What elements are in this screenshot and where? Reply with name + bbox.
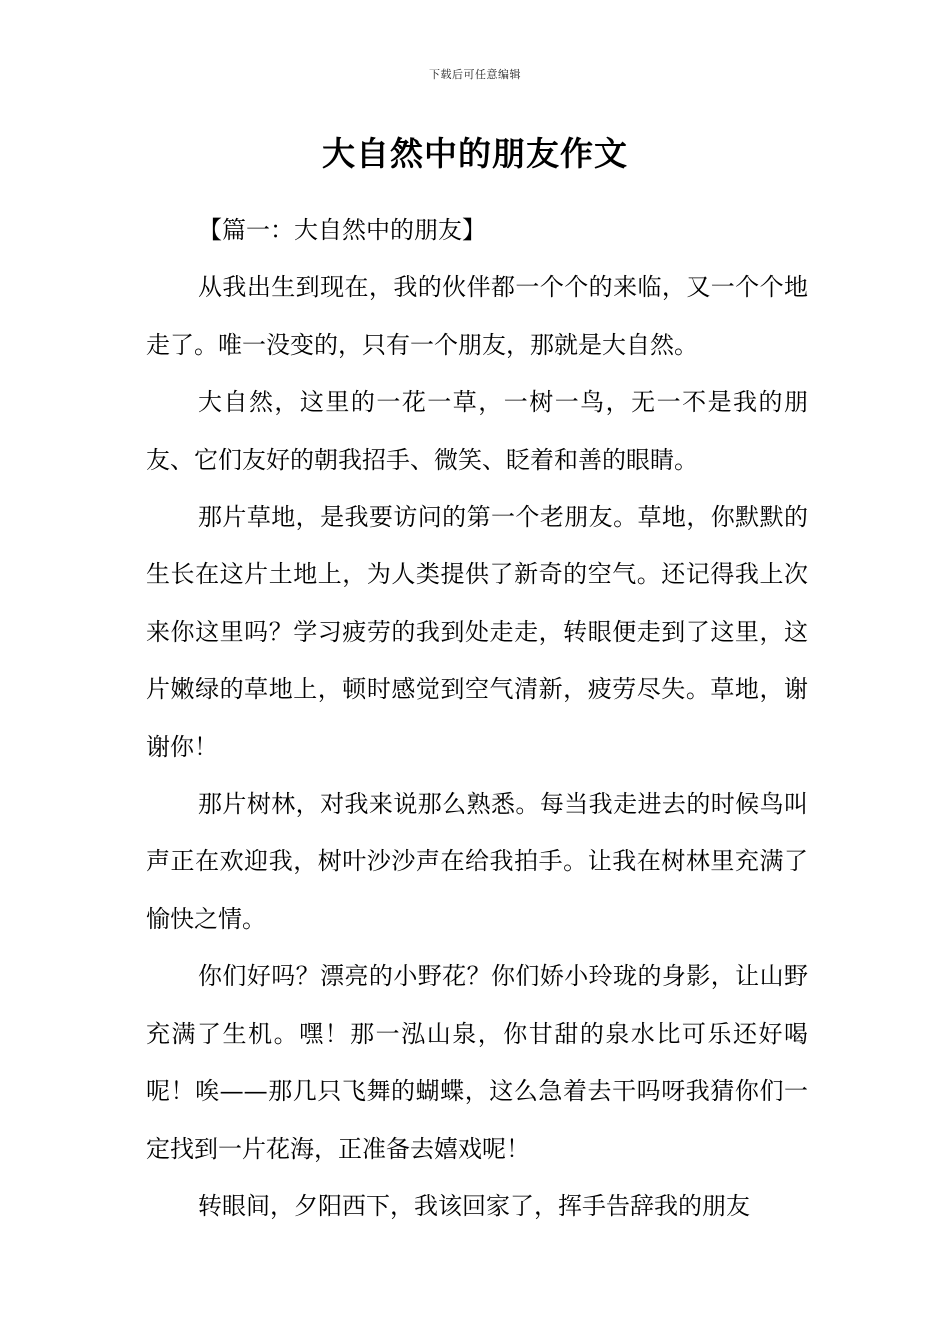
paragraph: 转眼间，夕阳西下，我该回家了，挥手告辞我的朋友 <box>198 1191 750 1220</box>
document-body <box>146 202 808 1235</box>
section-heading: 【篇一：大自然中的朋友】 <box>198 216 486 244</box>
paragraph: 你们好吗？漂亮的小野花？你们娇小玲珑的身影，让山野充满了生机。嘿！那一泓山泉，你甘甜的泉水比可乐还好喝呢！唉——那几只飞舞的蝴蝶，这么急着去干吗呀我猜你们一定找到一片花海，正准备去嬉戏呢！ <box>146 962 808 1163</box>
header-note: 下载后可任意编辑 <box>429 68 521 81</box>
paragraph: 那片树林，对我来说那么熟悉。每当我走进去的时候鸟叫声正在欢迎我，树叶沙沙声在给我拍手。让我在树林里充满了愉快之情。 <box>146 790 808 933</box>
paragraph: 从我出生到现在，我的伙伴都一个个的来临，又一个个地走了。唯一没变的，只有一个朋友，那就是大自然。 <box>146 273 808 359</box>
document-title: 大自然中的朋友作文 <box>322 134 628 173</box>
paragraph: 那片草地，是我要访问的第一个老朋友。草地，你默默的生长在这片土地上，为人类提供了新奇的空气。还记得我上次来你这里吗？学习疲劳的我到处走走，转眼便走到了这里，这片嫩绿的草地上，顿时感觉到空气清新，疲劳尽失。草地，谢谢你！ <box>146 503 808 761</box>
paragraph: 大自然，这里的一花一草，一树一鸟，无一不是我的朋友、它们友好的朝我招手、微笑、眨着和善的眼睛。 <box>146 388 808 474</box>
